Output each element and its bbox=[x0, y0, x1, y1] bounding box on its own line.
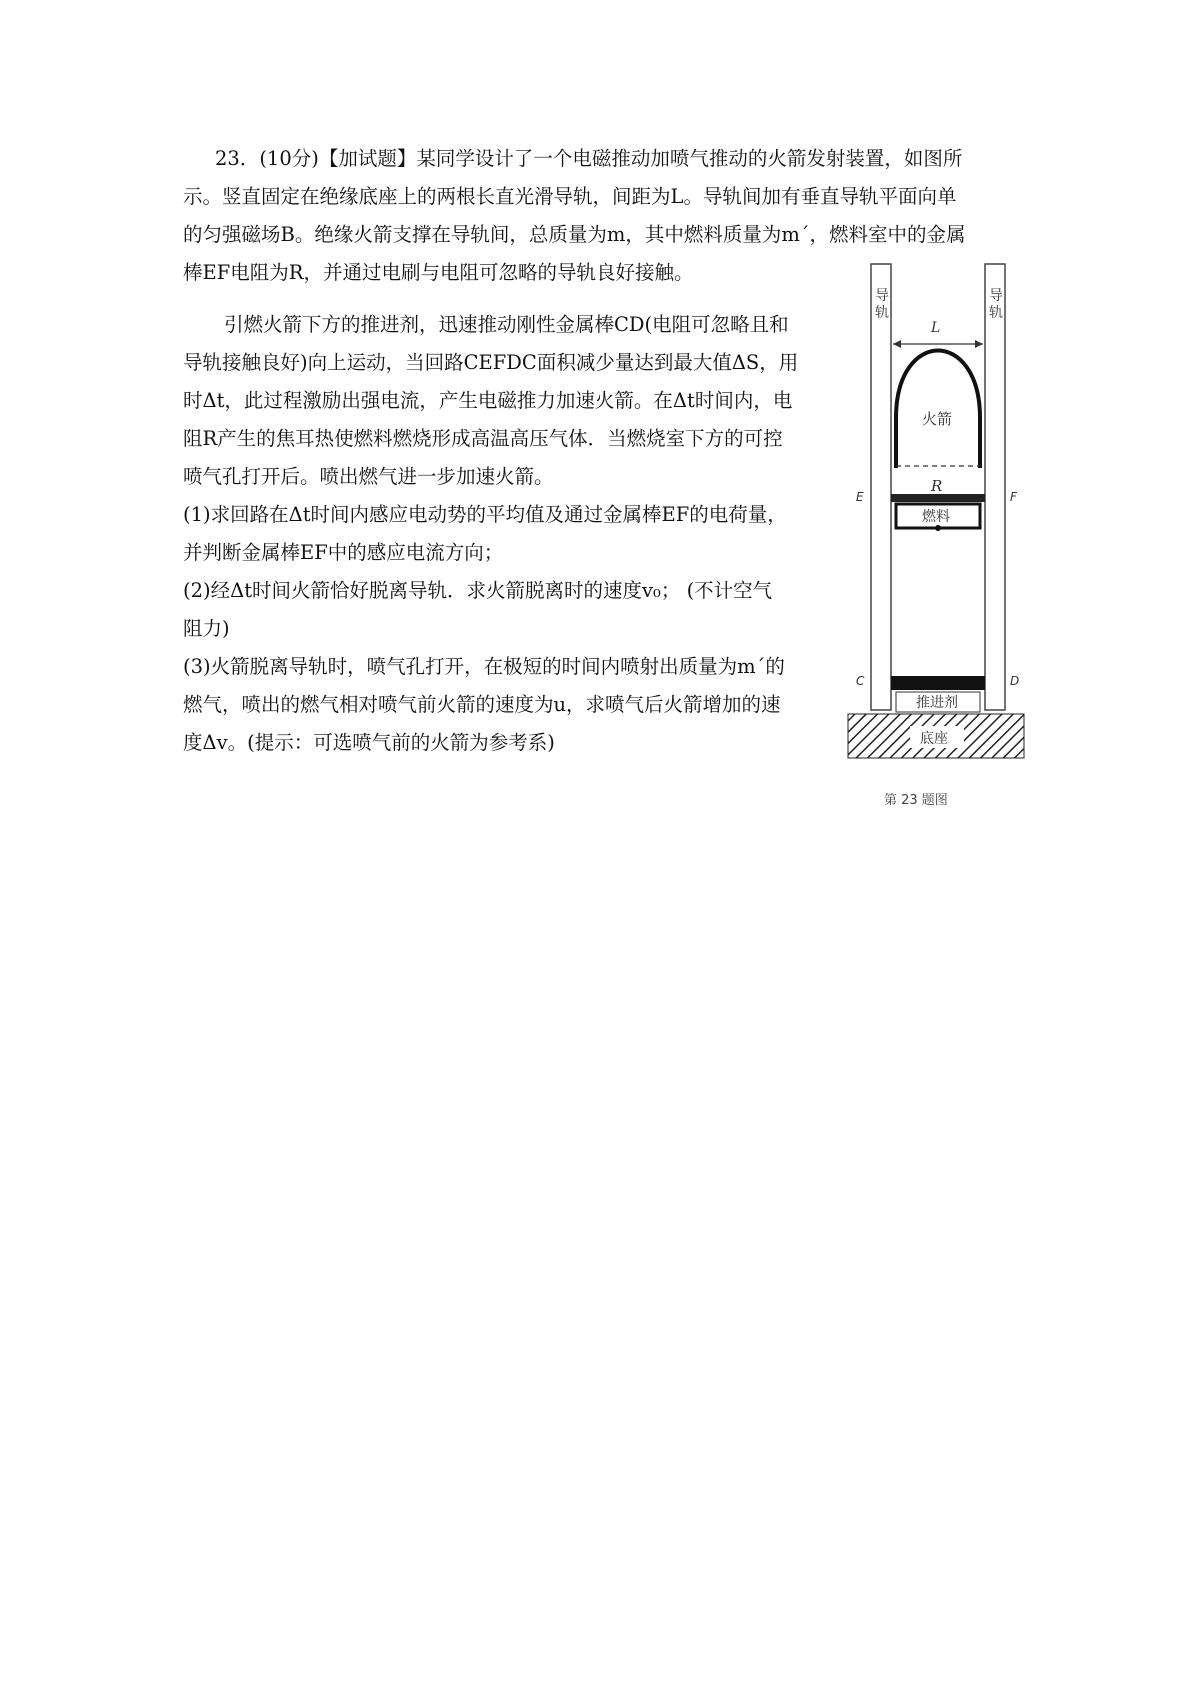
right-rail bbox=[985, 264, 1005, 710]
f-label: F bbox=[1010, 490, 1017, 504]
intro-line: 棒EF电阻为R，并通过电刷与电阻可忽略的导轨良好接触。 bbox=[183, 261, 694, 284]
intro-line: 的匀强磁场B。绝缘火箭支撑在导轨间，总质量为m，其中燃料质量为m´，燃料室中的金属 bbox=[183, 223, 966, 246]
body-line: 喷气孔打开后。喷出燃气进一步加速火箭。 bbox=[183, 465, 554, 488]
intro-line: 23．(10分)【加试题】某同学设计了一个电磁推动加喷气推动的火箭发射装置，如图所 bbox=[215, 147, 963, 170]
width-label: L bbox=[931, 320, 941, 336]
propellant-label: 推进剂 bbox=[916, 695, 958, 711]
metal-rod-ef bbox=[891, 494, 985, 502]
metal-rod-cd bbox=[891, 676, 985, 690]
rocket-launch-figure bbox=[846, 258, 1026, 818]
figure-caption: 第 23 题图 bbox=[884, 793, 948, 808]
question-3: (3)火箭脱离导轨时，喷气孔打开，在极短的时间内喷射出质量为m´的 bbox=[183, 655, 785, 678]
question-3-cont: 度Δv。(提示：可选喷气前的火箭为参考系) bbox=[183, 731, 555, 754]
fuel-label: 燃料 bbox=[922, 509, 950, 525]
resistor-label: R bbox=[931, 477, 943, 495]
intro-line: 示。竖直固定在绝缘底座上的两根长直光滑导轨，间距为L。导轨间加有垂直导轨平面向单 bbox=[183, 185, 957, 208]
left-rail bbox=[871, 264, 891, 710]
question-3-cont: 燃气，喷出的燃气相对喷气前火箭的速度为u，求喷气后火箭增加的速 bbox=[183, 693, 781, 716]
body-line: 导轨接触良好)向上运动，当回路CEFDC面积减少量达到最大值ΔS，用 bbox=[183, 351, 799, 374]
problem-body bbox=[183, 344, 798, 762]
base-label: 底座 bbox=[920, 731, 948, 747]
body-line: 时Δt，此过程激励出强电流，产生电磁推力加速火箭。在Δt时间内，电 bbox=[183, 389, 793, 412]
question-2-cont: 阻力) bbox=[183, 617, 230, 640]
body-line: 阻R产生的焦耳热使燃料燃烧形成高温高压气体．当燃烧室下方的可控 bbox=[183, 427, 783, 450]
rocket-label: 火箭 bbox=[922, 410, 953, 428]
e-label: E bbox=[856, 490, 864, 504]
question-1: (1)求回路在Δt时间内感应电动势的平均值及通过金属棒EF的电荷量， bbox=[183, 503, 787, 526]
question-1-cont: 并判断金属棒EF中的感应电流方向； bbox=[183, 541, 504, 564]
c-label: C bbox=[856, 674, 865, 688]
d-label: D bbox=[1010, 674, 1020, 688]
problem-body-first bbox=[224, 306, 789, 344]
left-rail-label: 导 轨 bbox=[875, 288, 889, 321]
question-2: (2)经Δt时间火箭恰好脱离导轨．求火箭脱离时的速度v₀； (不计空气 bbox=[183, 579, 773, 602]
body-line: 引燃火箭下方的推进剂，迅速推动刚性金属棒CD(电阻可忽略且和 bbox=[224, 313, 789, 336]
problem-intro bbox=[215, 140, 962, 178]
right-rail-label: 导 轨 bbox=[989, 288, 1003, 321]
